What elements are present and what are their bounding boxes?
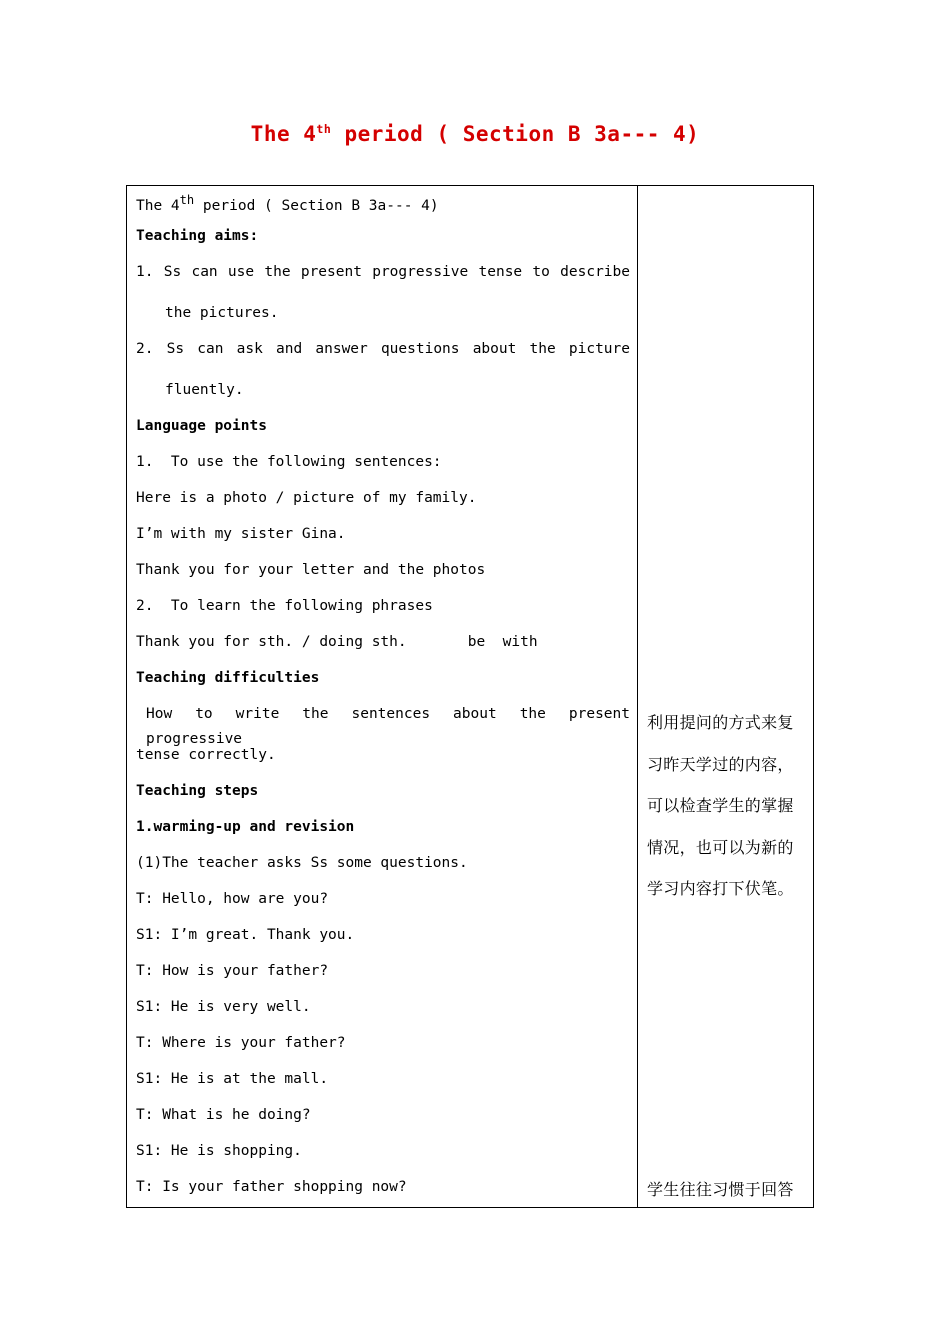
dialogue-line: T: How is your father? (136, 963, 329, 979)
dialogue-line: T: Hello, how are you? (136, 891, 329, 907)
aim-2-line-2: fluently. (165, 382, 244, 398)
teacher-note-1 (647, 710, 811, 918)
phrases: Thank you for sth. / doing sth. be with (136, 634, 538, 650)
note-line: 可以检查学生的掌握 (647, 796, 794, 815)
document-title: The 4th period ( Section B 3a--- 4) (250, 122, 700, 146)
teacher-note-2 (647, 1177, 811, 1219)
language-point-2: 2. To learn the following phrases (136, 598, 433, 614)
dialogue-line: T: Where is your father? (136, 1035, 346, 1051)
sentence-2: I’m with my sister Gina. (136, 526, 346, 542)
dialogue-line: S1: I’m great. Thank you. (136, 927, 355, 943)
dialogue-line: S1: He is at the mall. (136, 1071, 329, 1087)
note-line: 习昨天学过的内容， (647, 754, 794, 774)
sentence-1: Here is a photo / picture of my family. (136, 490, 477, 506)
step-1-intro: (1)The teacher asks Ss some questions. (136, 855, 468, 871)
language-point-1: 1. To use the following sentences: (136, 454, 442, 470)
lesson-table (126, 185, 814, 1208)
dialogue-line: T: What is he doing? (136, 1107, 311, 1123)
note-line: 利用提问的方式来复 (647, 713, 794, 732)
note-line: 情况，也可以为新的 (647, 837, 794, 857)
difficulty-line-2: tense correctly. (136, 747, 276, 763)
step-1-heading: 1.warming-up and revision (136, 819, 355, 835)
language-points-heading: Language points (136, 418, 267, 434)
teaching-difficulties-heading: Teaching difficulties (136, 670, 320, 686)
dialogue-line: T: Is your father shopping now? (136, 1179, 407, 1195)
aim-2-line-1: 2. Ss can ask and answer questions about the picture (136, 341, 630, 357)
dialogue-line: S1: He is very well. (136, 999, 311, 1015)
dialogue-line: S1: He is shopping. (136, 1143, 302, 1159)
note-line: 学习内容打下伏笔。 (647, 879, 794, 898)
aim-1-line-1: 1. Ss can use the present progressive tense to describe (136, 264, 630, 280)
teaching-aims-heading: Teaching aims: (136, 228, 259, 244)
aim-1-line-2: the pictures. (165, 305, 279, 321)
sentence-3: Thank you for your letter and the photos (136, 562, 486, 578)
difficulty-line-1: How to write the sentences about the present progressive (146, 706, 630, 747)
lesson-content-column (136, 188, 630, 1211)
column-divider (637, 186, 638, 1207)
teaching-steps-heading: Teaching steps (136, 783, 259, 799)
cell-heading: The 4th period ( Section B 3a--- 4) (136, 193, 439, 214)
note-line: 学生往往习惯于回答 (647, 1180, 794, 1199)
